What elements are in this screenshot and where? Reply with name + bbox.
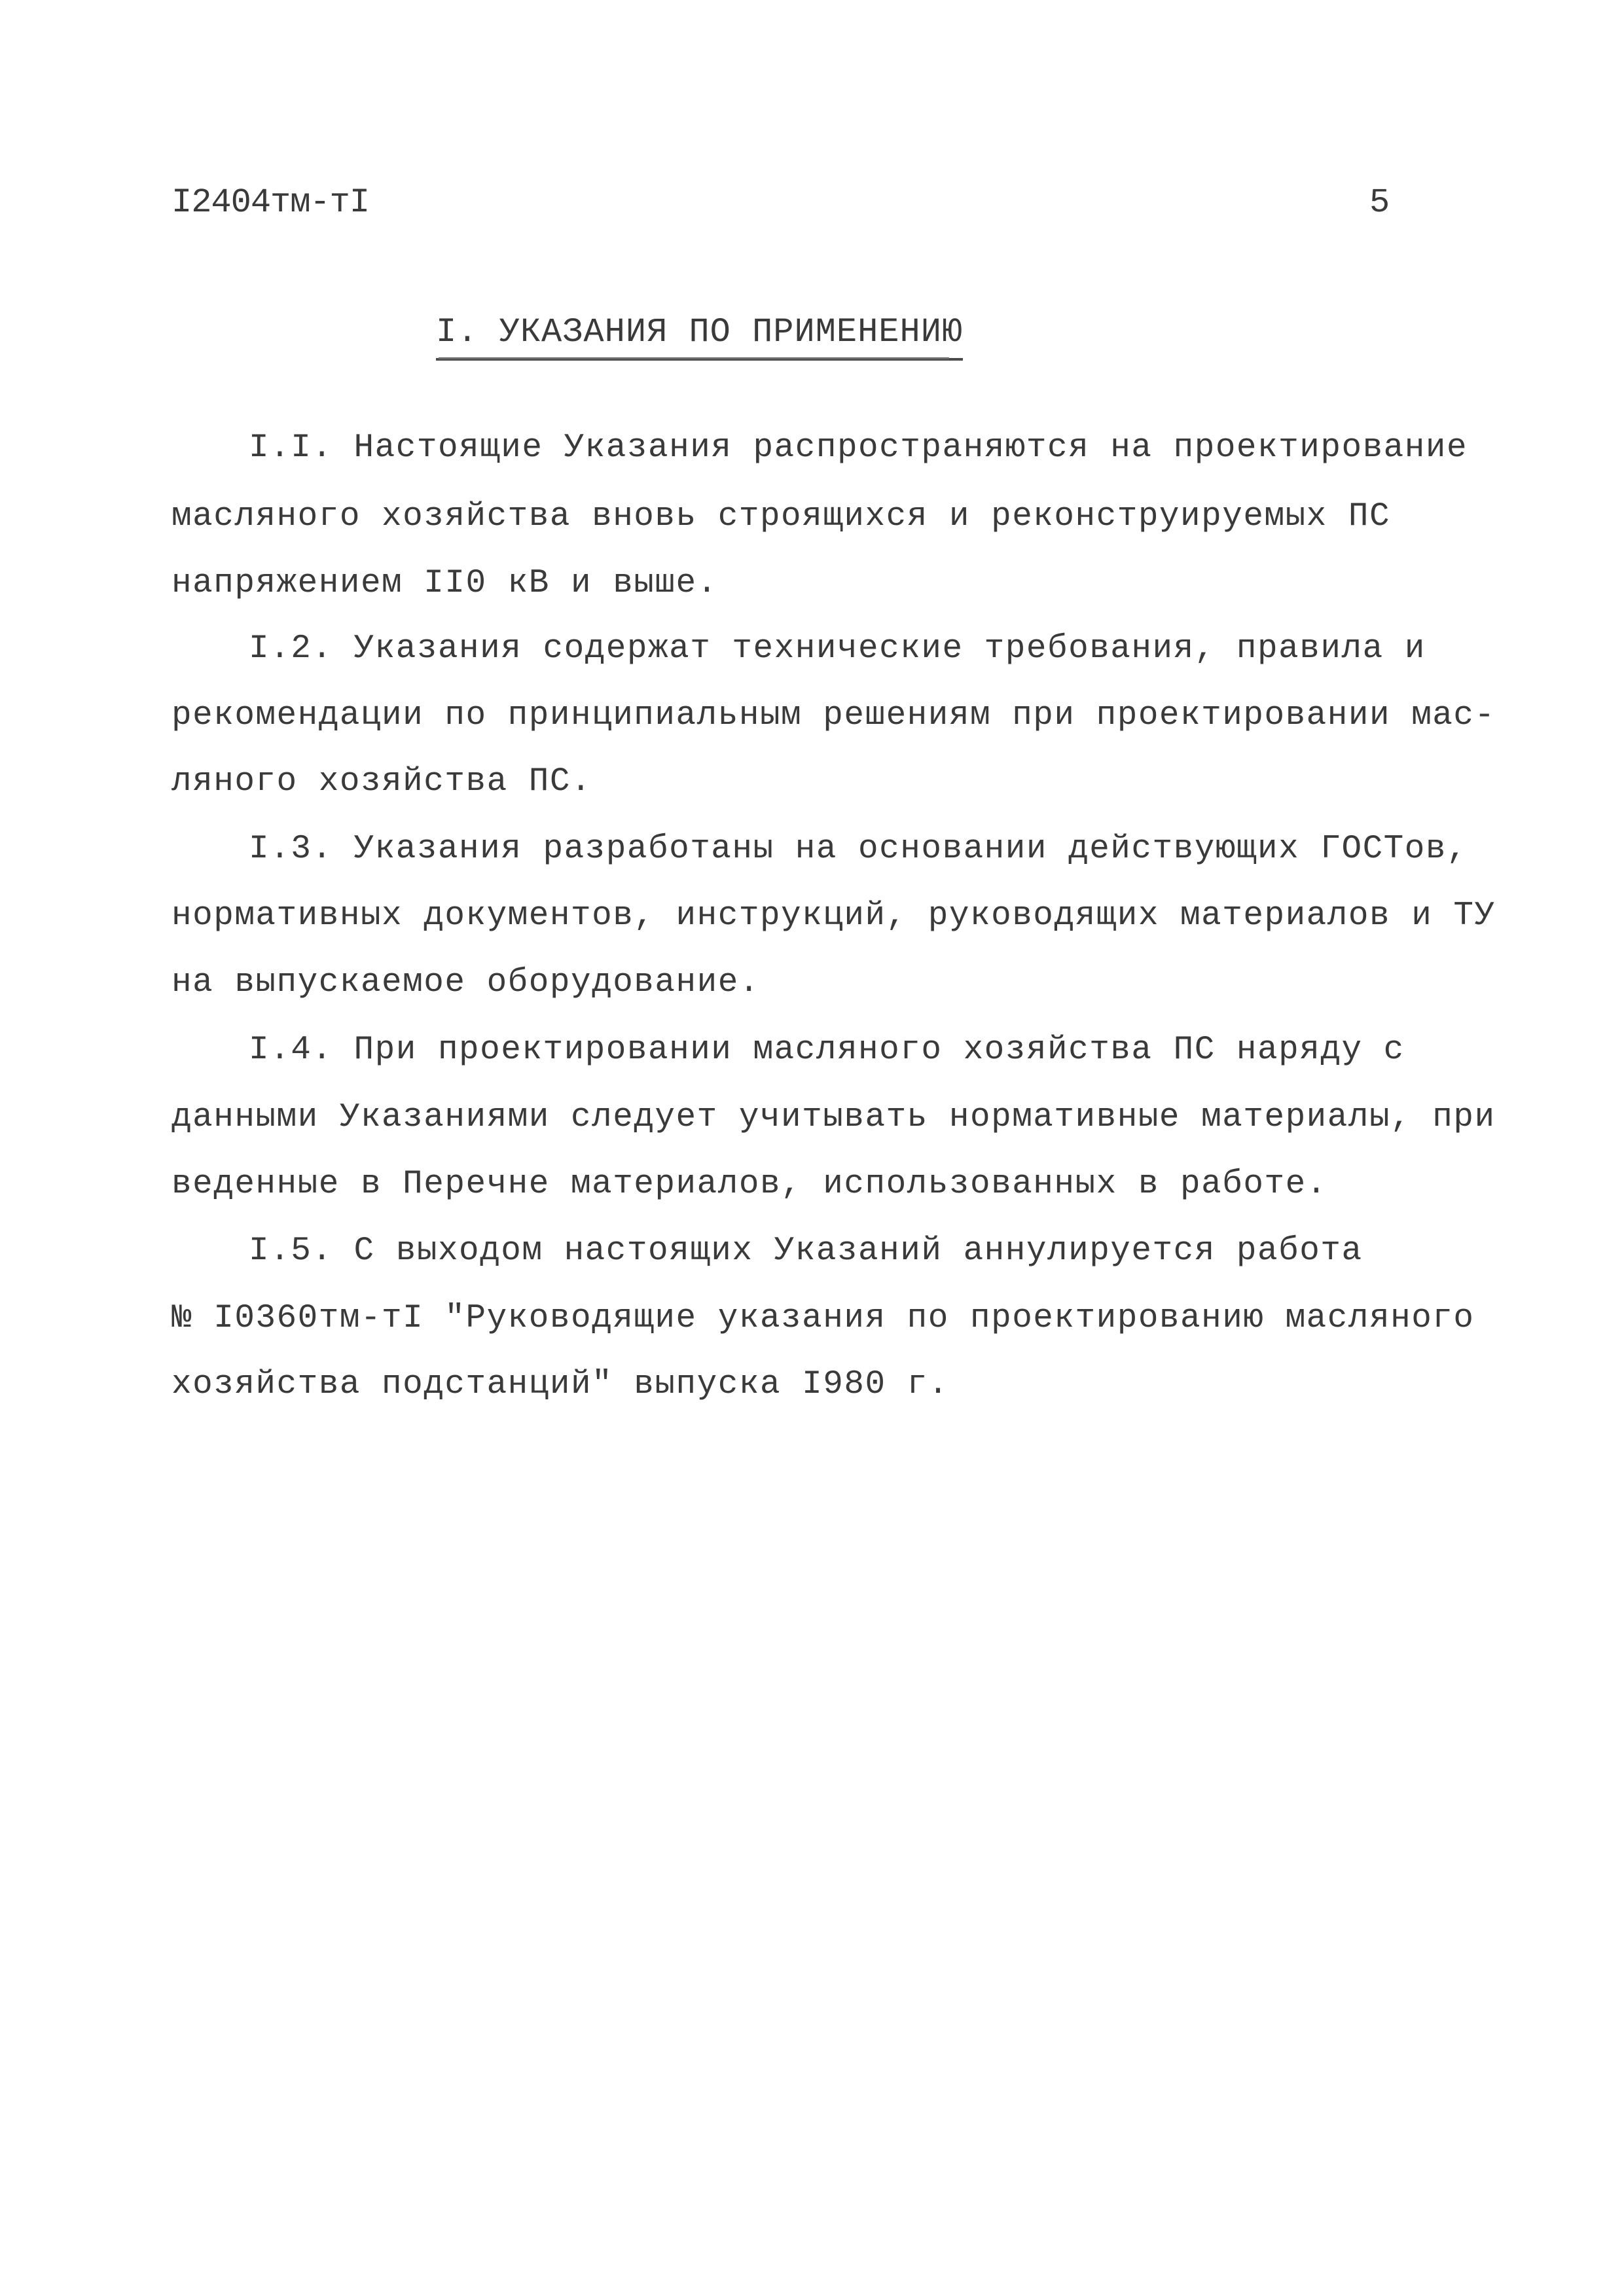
paragraph-1-line-2: масляного хозяйства вновь строящихся и реконструируемых ПС <box>171 498 1391 535</box>
paragraph-5-line-3: хозяйства подстанций" выпуска I980 г. <box>171 1366 949 1403</box>
paragraph-4-line-2: данными Указаниями следует учитывать нормативные материалы, при <box>171 1099 1496 1136</box>
paragraph-3-line-1: I.3. Указания разработаны на основании действующих ГОСТов, <box>249 831 1468 868</box>
paragraph-3-line-3: на выпускаемое оборудование. <box>171 964 760 1001</box>
paragraph-2-line-1: I.2. Указания содержат технические требования, правила и <box>249 630 1426 668</box>
paragraph-4-line-3: веденные в Перечне материалов, использованных в работе. <box>171 1166 1327 1203</box>
document-code: I2404тм-тI <box>171 183 370 222</box>
section-title: I. УКАЗАНИЯ ПО ПРИМЕНЕНИЮ <box>436 313 963 361</box>
page-number: 5 <box>1369 183 1390 222</box>
paragraph-4-line-1: I.4. При проектировании масляного хозяйства ПС наряду с <box>249 1031 1405 1069</box>
paragraph-5-line-1: I.5. С выходом настоящих Указаний аннулируется работа <box>249 1232 1363 1270</box>
paragraph-2-line-3: ляного хозяйства ПС. <box>171 763 592 800</box>
paragraph-2-line-2: рекомендации по принципиальным решениям при проектировании мас- <box>171 697 1496 734</box>
paragraph-3-line-2: нормативных документов, инструкций, руководящих материалов и ТУ <box>171 897 1496 935</box>
paragraph-5-line-2: № I0360тм-тI "Руководящие указания по проектированию масляного <box>171 1300 1475 1337</box>
title-underline <box>439 357 949 359</box>
paragraph-1-line-1: I.I. Настоящие Указания распространяются на проектирование <box>249 429 1468 467</box>
paragraph-1-line-3: напряжением II0 кВ и выше. <box>171 565 718 602</box>
